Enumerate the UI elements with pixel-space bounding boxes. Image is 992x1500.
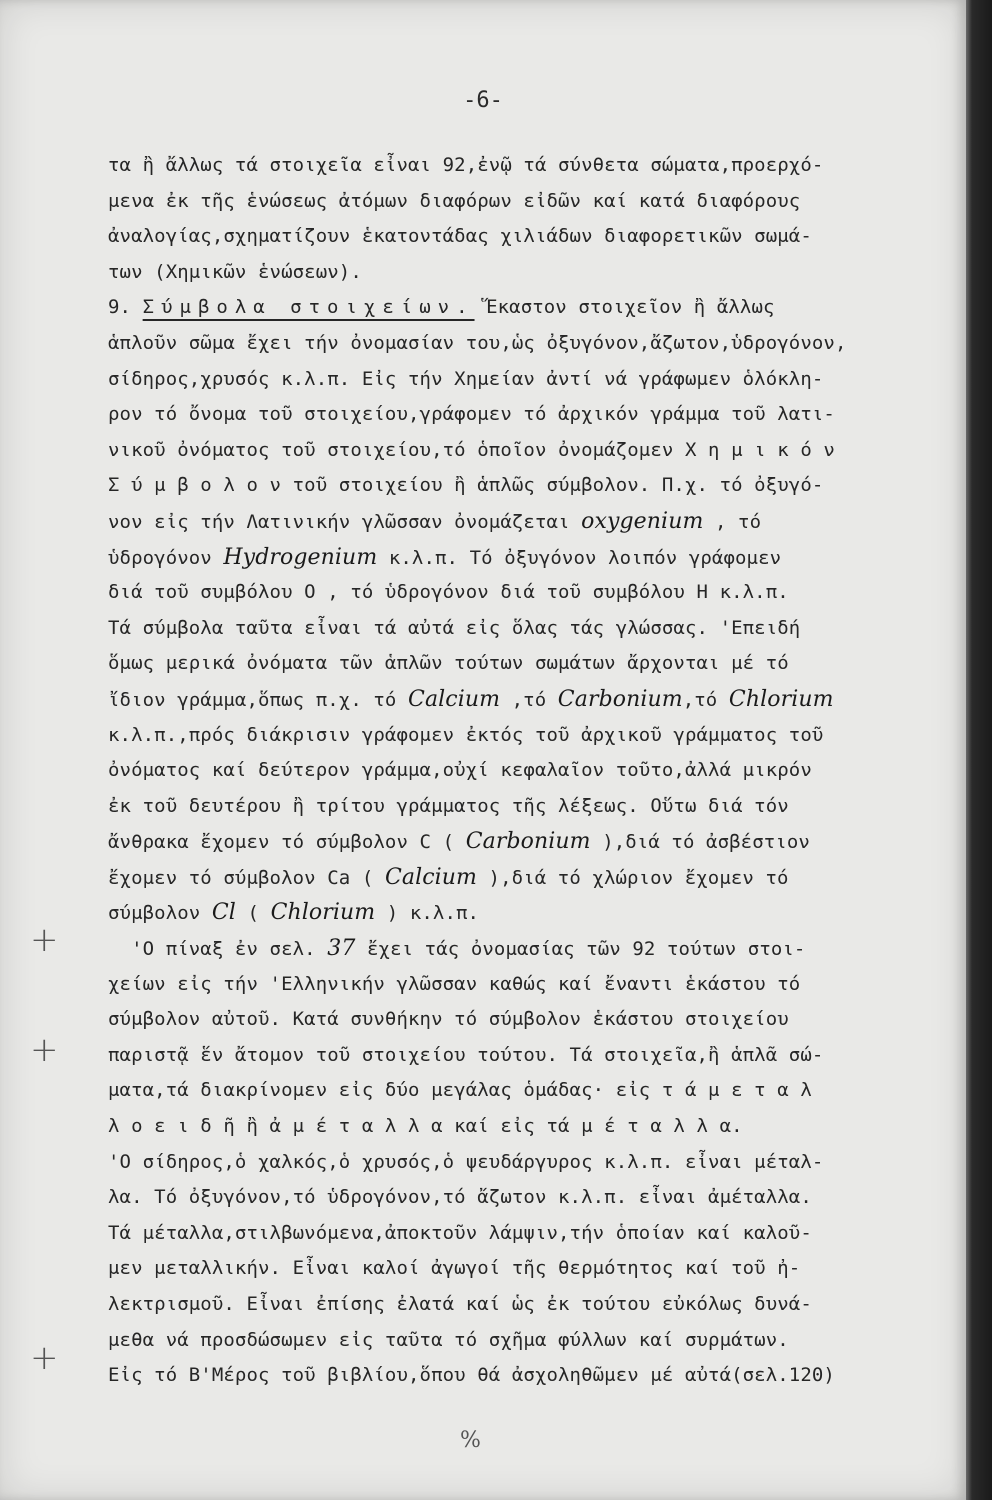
- text-line: Σ ύ μ β ο λ ο ν τοῦ στοιχείου ἢ ἁπλῶς σύμβολον. Π.χ. τό ὀξυγό-: [108, 474, 824, 497]
- section-heading-line: [108, 290, 960, 326]
- text-run: ) κ.λ.π.: [375, 902, 480, 925]
- text-run: ἄνθρακα ἔχομεν τό σύμβολον C (: [108, 831, 466, 854]
- text-line: χείων εἰς τήν 'Ελληνικήν γλῶσσαν καθώς καί ἔναντι ἑκάστου τό: [108, 972, 801, 995]
- text-line: ρον τό ὄνομα τοῦ στοιχείου,γράφομεν τό ἀρχικόν γράμμα τοῦ λατι-: [108, 403, 835, 426]
- handwritten-word: Chlorium: [270, 900, 376, 926]
- page-number-header: -6-: [463, 88, 503, 113]
- text-run: (: [235, 902, 271, 925]
- text-line: ἐκ τοῦ δευτέρου ἢ τρίτου γράμματος τῆς λέξεως. Οὕτω διά τόν: [108, 794, 789, 817]
- text-line: μεθα νά προσδώσωμεν εἰς ταῦτα τό σχῆμα φύλλων καί συρμάτων.: [108, 1328, 789, 1351]
- body-text: [108, 148, 960, 1394]
- text-run: ὑδρογόνον: [108, 546, 224, 569]
- text-run: ,τό: [500, 688, 558, 711]
- footer-mark: %: [460, 1428, 481, 1453]
- text-line: [108, 540, 960, 576]
- text-line: τα ἢ ἄλλως τά στοιχεῖα εἶναι 92,ἐνῷ τά σύνθετα σώματα,προερχό-: [108, 154, 824, 176]
- margin-cross-mark: +: [30, 920, 59, 960]
- text-line: σύμβολον αὐτοῦ. Κατά συνθήκην τό σύμβολον ἑκάστου στοιχείου: [108, 1008, 789, 1031]
- section-title: Σύμβολα στοιχείων.: [142, 296, 475, 319]
- handwritten-word: oxygenium: [581, 508, 704, 534]
- text-line: [108, 895, 960, 931]
- text-line: σίδηρος,χρυσός κ.λ.π. Εἰς τήν Χημείαν ἀντί νά γράφωμεν ὁλόκλη-: [108, 367, 824, 390]
- text-run: ,τό: [682, 688, 729, 711]
- handwritten-word: Carbonium: [465, 829, 591, 855]
- text-run: Ἕκαστον στοιχεῖον ἢ ἄλλως: [486, 296, 775, 319]
- text-line: μεν μεταλλικήν. Εἶναι καλοί ἀγωγοί τῆς θερμότητος καί τοῦ ἠ-: [108, 1257, 801, 1280]
- text-run: ἴδιον γράμμα,ὅπως π.χ. τό: [108, 688, 409, 711]
- handwritten-word: Calcium: [408, 686, 501, 712]
- text-line: [108, 504, 960, 540]
- scan-edge: [966, 0, 992, 1500]
- handwritten-word: Cl: [211, 900, 236, 926]
- handwritten-word: Carbonium: [557, 686, 683, 712]
- text-line: ὅμως μερικά ὀνόματα τῶν ἁπλῶν τούτων σωμάτων ἄρχονται μέ τό: [108, 652, 789, 675]
- text-line: ματα,τά διακρίνομεν εἰς δύο μεγάλας ὁμάδας· εἰς τ ά μ ε τ α λ: [108, 1079, 812, 1102]
- text-line: κ.λ.π.,πρός διάκρισιν γράφομεν ἐκτός τοῦ ἀρχικοῦ γράμματος τοῦ: [108, 723, 824, 746]
- text-line: μενα ἐκ τῆς ἑνώσεως ἀτόμων διαφόρων εἰδῶν καί κατά διαφόρους: [108, 189, 801, 212]
- handwritten-word: Chlorium: [728, 686, 834, 712]
- text-run: ),διά τό χλώριον ἔχομεν τό: [477, 866, 789, 889]
- text-run: σύμβολον: [108, 902, 212, 925]
- text-run: , τό: [703, 510, 762, 533]
- text-line: [108, 824, 960, 860]
- text-run: νον εἰς τήν Λατινικήν γλῶσσαν ὀνομάζεται: [108, 510, 582, 533]
- text-line: ὀνόματος καί δεύτερον γράμμα,οὐχί κεφαλαῖον τοῦτο,ἀλλά μικρόν: [108, 759, 812, 782]
- section-number: 9.: [108, 296, 132, 319]
- text-line: [108, 682, 960, 718]
- text-run: ἔχει τάς ὀνομασίας τῶν 92 τούτων στοι-: [355, 938, 806, 961]
- text-line: ἁπλοῦν σῶμα ἔχει τήν ὀνομασίαν του,ὡς ὀξυγόνον,ἄζωτον,ὑδρογόνον,: [108, 331, 847, 354]
- text-line: των (Χημικῶν ἑνώσεων).: [108, 260, 362, 283]
- text-line: διά τοῦ συμβόλου Ο , τό ὑδρογόνον διά τοῦ συμβόλου Η κ.λ.π.: [108, 581, 789, 604]
- text-line: Εἰς τό Β'Μέρος τοῦ βιβλίου,ὅπου θά ἀσχοληθῶμεν μέ αὐτά(σελ.120): [108, 1364, 835, 1387]
- text-line: [108, 860, 960, 896]
- text-line: 'Ο σίδηρος,ὁ χαλκός,ὁ χρυσός,ὁ ψευδάργυρος κ.λ.π. εἶναι μέταλ-: [108, 1150, 824, 1173]
- text-line: Τά μέταλλα,στιλβωνόμενα,ἀποκτοῦν λάμψιν,τήν ὁποίαν καί καλοῦ-: [108, 1221, 812, 1244]
- text-line: λα. Τό ὀξυγόνον,τό ὑδρογόνον,τό ἄζωτον κ.λ.π. εἶναι ἀμέταλλα.: [108, 1186, 812, 1209]
- text-run: κ.λ.π. Τό ὀξυγόνον λοιπόν γράφομεν: [377, 546, 782, 569]
- text-line: Τά σύμβολα ταῦτα εἶναι τά αὐτά εἰς ὅλας τάς γλώσσας. 'Επειδή: [108, 616, 801, 639]
- text-line: λ ο ε ι δ ῆ ἢ ἀ μ έ τ α λ λ α καί εἰς τά μ έ τ α λ λ α.: [108, 1115, 743, 1138]
- text-line: ἀναλογίας,σχηματίζουν ἑκατοντάδας χιλιάδων διαφορετικῶν σωμά-: [108, 225, 812, 248]
- text-run: ),διά τό ἀσβέστιον: [590, 831, 810, 854]
- handwritten-word: Hydrogenium: [223, 544, 378, 570]
- handwritten-word: Calcium: [384, 864, 478, 890]
- text-run: ἔχομεν τό σύμβολον Ca (: [108, 866, 385, 889]
- text-run: 'Ο πίναξ ἐν σελ.: [131, 938, 328, 961]
- handwritten-number: 37: [327, 936, 356, 962]
- text-line: παριστᾷ ἕν ἄτομον τοῦ στοιχείου τούτου. Τά στοιχεῖα,ἢ ἁπλᾶ σώ-: [108, 1043, 824, 1066]
- margin-cross-mark: +: [30, 1030, 59, 1070]
- margin-cross-mark: +: [30, 1338, 59, 1378]
- text-line: [108, 931, 960, 967]
- text-line: λεκτρισμοῦ. Εἶναι ἐπίσης ἐλατά καί ὡς ἐκ τούτου εὐκόλως δυνά-: [108, 1293, 812, 1315]
- text-line: νικοῦ ὀνόματος τοῦ στοιχείου,τό ὁποῖον ὀνομάζομεν Χ η μ ι κ ό ν: [108, 438, 835, 461]
